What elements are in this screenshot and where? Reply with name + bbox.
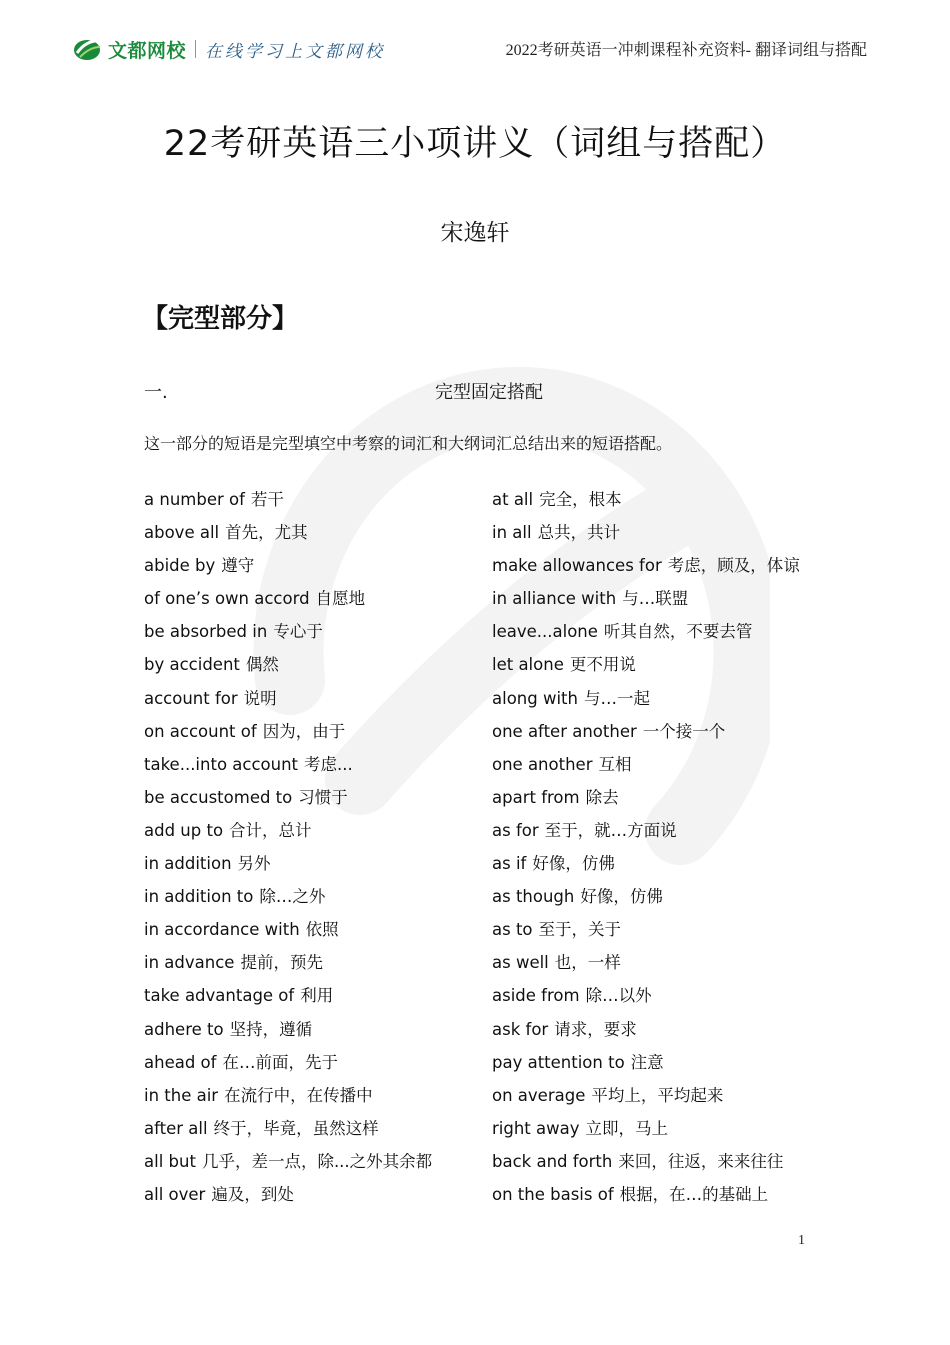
phrase-chinese: 听其自然，不要去管 <box>603 622 753 642</box>
phrase-english: all but <box>144 1151 196 1171</box>
phrase-english: in all <box>492 523 532 543</box>
phrase-chinese: 坚持，遵循 <box>229 1019 313 1039</box>
phrase-item <box>492 620 800 653</box>
phrase-item <box>492 1084 800 1117</box>
phrase-item <box>492 488 800 521</box>
phrase-chinese: 专心于 <box>273 622 323 642</box>
phrase-item <box>144 720 432 753</box>
phrase-english: as though <box>492 887 575 907</box>
phrase-item <box>492 1117 800 1150</box>
page-title: 22考研英语三小项讲义（词组与搭配） <box>163 124 787 164</box>
phrase-chinese: 请求，要求 <box>554 1019 637 1039</box>
phrase-english: be accustomed to <box>144 787 293 807</box>
phrase-item <box>144 1084 432 1117</box>
phrase-item <box>492 687 800 720</box>
subsection-number: 一. <box>144 382 168 403</box>
phrase-item <box>144 653 432 686</box>
phrase-english: aside from <box>492 986 580 1006</box>
phrase-item <box>144 819 432 852</box>
phrase-item <box>144 1183 432 1216</box>
phrase-list-left <box>144 488 432 1216</box>
phrase-chinese: 在流行中，在传播中 <box>224 1085 373 1105</box>
phrase-chinese: 平均上，平均起来 <box>591 1085 724 1105</box>
phrase-chinese: 依照 <box>305 920 339 940</box>
phrase-chinese: 更不用说 <box>569 655 636 675</box>
phrase-item <box>492 918 800 951</box>
phrase-chinese: 说明 <box>243 688 277 708</box>
phrase-english: above all <box>144 523 220 543</box>
phrase-english: add up to <box>144 820 224 840</box>
phrase-item <box>144 753 432 786</box>
phrase-chinese: 在…前面，先于 <box>222 1052 338 1072</box>
phrase-item <box>144 587 432 620</box>
phrase-chinese: 好像，仿佛 <box>532 854 615 874</box>
phrase-english: after all <box>144 1118 208 1138</box>
phrase-english: ask for <box>492 1019 549 1039</box>
phrase-item <box>144 488 432 521</box>
phrase-item <box>492 753 800 786</box>
phrase-item <box>144 852 432 885</box>
phrase-chinese: 几乎，差一点，除...之外其余都 <box>201 1151 433 1171</box>
phrase-chinese: 来回，往返，来来往往 <box>618 1151 784 1171</box>
phrase-english: as well <box>492 953 549 973</box>
page-number: 1 <box>798 1233 805 1248</box>
phrase-english: make allowances for <box>492 556 662 576</box>
phrase-english: as if <box>492 854 527 874</box>
phrase-english: take...into account <box>144 754 299 774</box>
phrase-chinese: 考虑... <box>304 754 353 774</box>
phrase-chinese: 除…以外 <box>585 986 652 1006</box>
wendu-logo <box>72 34 385 64</box>
phrase-english: account for <box>144 688 238 708</box>
phrase-chinese: 至于，就…方面说 <box>544 820 677 840</box>
phrase-english: abide by <box>144 556 216 576</box>
phrase-item <box>144 918 432 951</box>
phrase-chinese: 互相 <box>598 754 632 774</box>
phrase-item <box>144 521 432 554</box>
phrase-english: in addition <box>144 854 232 874</box>
phrase-chinese: 因为，由于 <box>262 721 346 741</box>
phrase-chinese: 注意 <box>630 1052 664 1072</box>
phrase-chinese: 自愿地 <box>315 589 366 609</box>
phrase-english: in the air <box>144 1085 219 1105</box>
phrase-item <box>144 786 432 819</box>
phrase-chinese: 除…之外 <box>259 887 326 907</box>
phrase-chinese: 遍及，到处 <box>211 1184 294 1204</box>
phrase-chinese: 也，一样 <box>554 953 621 973</box>
phrase-item <box>144 554 432 587</box>
phrase-chinese: 除去 <box>585 787 619 807</box>
phrase-english: ahead of <box>144 1052 217 1072</box>
phrase-english: be absorbed in <box>144 622 268 642</box>
phrase-english: as for <box>492 820 539 840</box>
phrase-chinese: 一个接一个 <box>642 721 726 741</box>
phrase-english: take advantage of <box>144 986 295 1006</box>
phrase-item <box>144 1150 432 1183</box>
phrase-chinese: 首先，尤其 <box>225 523 308 543</box>
phrase-english: at all <box>492 490 534 509</box>
phrase-english: in accordance with <box>144 920 300 940</box>
logo-divider <box>195 40 196 58</box>
phrase-chinese: 若干 <box>250 490 284 509</box>
phrase-item <box>492 587 800 620</box>
document-label: 2022考研英语一冲刺课程补充资料- 翻译词组与搭配 <box>505 42 867 59</box>
intro-paragraph: 这一部分的短语是完型填空中考察的词汇和大纲词汇总结出来的短语搭配。 <box>144 434 673 453</box>
phrase-chinese: 至于，关于 <box>538 920 622 940</box>
phrase-chinese: 合计，总计 <box>229 820 312 840</box>
brand-name: 文都网校 <box>108 39 187 62</box>
phrase-list-right <box>492 488 800 1216</box>
page-header <box>0 0 950 80</box>
phrase-chinese: 与…一起 <box>583 688 650 708</box>
phrase-chinese: 考虑，顾及，体谅 <box>667 556 800 576</box>
phrase-english: one after another <box>492 721 637 741</box>
phrase-item <box>492 984 800 1017</box>
phrase-chinese: 好像，仿佛 <box>580 887 663 907</box>
phrase-chinese: 偶然 <box>245 655 279 675</box>
phrase-english: one another <box>492 754 593 774</box>
phrase-chinese: 完全，根本 <box>539 490 622 509</box>
phrase-english: on average <box>492 1085 586 1105</box>
phrase-english: back and forth <box>492 1151 613 1171</box>
phrase-english: leave...alone <box>492 622 598 642</box>
author-name: 宋逸轩 <box>440 220 510 246</box>
phrase-english: in alliance with <box>492 589 617 609</box>
phrase-english: along with <box>492 688 578 708</box>
phrase-item <box>144 1051 432 1084</box>
subsection-title: 完型固定搭配 <box>435 382 543 403</box>
phrase-chinese: 利用 <box>300 986 334 1006</box>
phrase-chinese: 习惯于 <box>298 787 348 807</box>
phrase-english: in advance <box>144 953 235 973</box>
phrase-item <box>492 852 800 885</box>
phrase-item <box>492 1183 800 1216</box>
phrase-english: on account of <box>144 721 257 741</box>
phrase-english: all over <box>144 1184 206 1204</box>
phrase-item <box>144 1117 432 1150</box>
phrase-item <box>144 1018 432 1051</box>
phrase-item <box>144 885 432 918</box>
phrase-item <box>144 984 432 1017</box>
phrase-english: adhere to <box>144 1019 224 1039</box>
phrase-english: on the basis of <box>492 1184 614 1204</box>
phrase-english: apart from <box>492 787 580 807</box>
phrase-item <box>492 885 800 918</box>
phrase-chinese: 另外 <box>237 854 271 874</box>
phrase-item <box>144 951 432 984</box>
phrase-item <box>492 653 800 686</box>
phrase-item <box>492 819 800 852</box>
phrase-item <box>492 1051 800 1084</box>
phrase-english: of one’s own accord <box>144 589 310 609</box>
phrase-item <box>492 1150 800 1183</box>
phrase-item <box>492 521 800 554</box>
phrase-english: let alone <box>492 655 564 675</box>
phrase-english: in addition to <box>144 887 254 907</box>
section-heading: 【完型部分】 <box>142 304 299 334</box>
phrase-item <box>492 554 800 587</box>
phrase-chinese: 与…联盟 <box>622 589 689 609</box>
phrase-chinese: 立即，马上 <box>585 1118 668 1138</box>
phrase-english: right away <box>492 1118 580 1138</box>
phrase-chinese: 总共，共计 <box>537 523 621 543</box>
phrase-item <box>144 687 432 720</box>
phrase-item <box>492 786 800 819</box>
phrase-chinese: 终于，毕竟，虽然这样 <box>213 1118 379 1138</box>
phrase-item <box>492 951 800 984</box>
phrase-english: a number of <box>144 490 245 509</box>
phrase-chinese: 根据，在…的基础上 <box>619 1184 769 1204</box>
brand-slogan: 在线学习上文都网校 <box>205 41 386 62</box>
phrase-chinese: 遵守 <box>221 556 255 576</box>
phrase-item <box>492 720 800 753</box>
phrase-english: as to <box>492 920 533 940</box>
leaf-logo-icon <box>72 35 106 63</box>
phrase-english: by accident <box>144 655 240 675</box>
phrase-item <box>492 1018 800 1051</box>
phrase-item <box>144 620 432 653</box>
phrase-english: pay attention to <box>492 1052 625 1072</box>
phrase-chinese: 提前，预先 <box>240 953 323 973</box>
